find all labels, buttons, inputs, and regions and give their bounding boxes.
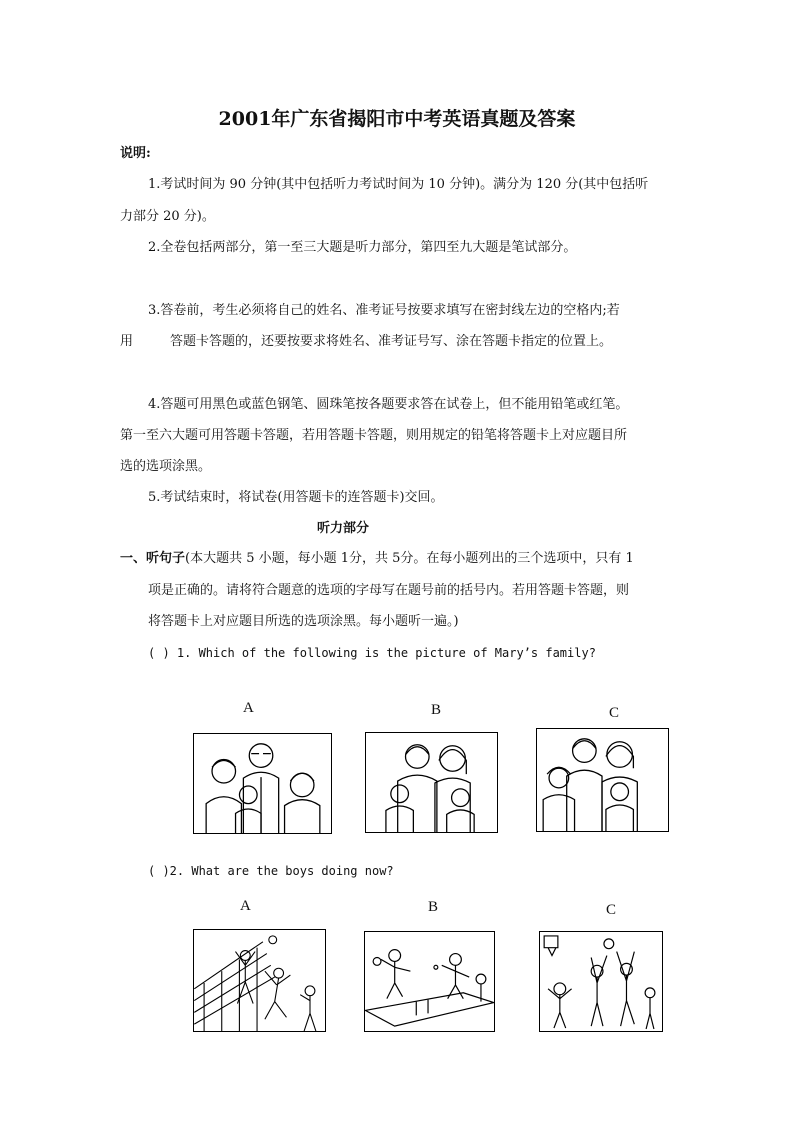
instruction-1-line-1: 1.考试时间为 90 分钟(其中包括听力考试时间为 10 分钟)。满分为 120 分(其中包括听 — [148, 177, 649, 192]
instruction-5: 5.考试结束时，将试卷(用答题卡的连答题卡)交回。 — [148, 490, 444, 505]
family-illustration-icon — [194, 734, 331, 833]
listening-heading: 听力部分 — [317, 521, 370, 536]
section-1-intro-line-2: 项是正确的。请将符合题意的选项的字母写在题号前的括号内。若用答题卡答题，则 — [148, 583, 630, 598]
q2-picture-b — [364, 931, 495, 1032]
instruction-1-line-2: 力部分 20 分)。 — [120, 209, 215, 224]
q1-picture-c — [536, 728, 669, 832]
q2-picture-a — [193, 929, 326, 1032]
instructions-heading: 说明: — [120, 146, 151, 161]
instruction-3-line-2: 答题卡答题的，还要按要求将姓名、准考证号写、涂在答题卡指定的位置上。 — [170, 334, 613, 349]
instruction-3-line-2-start: 用 — [120, 334, 134, 349]
instruction-4-line-1: 4.答题可用黑色或蓝色钢笔、圆珠笔按各题要求答在试卷上，但不能用铅笔或红笔。 — [148, 397, 629, 412]
section-1-intro-line-3: 将答题卡上对应题目所选的选项涂黑。每小题听一遍。) — [148, 614, 459, 629]
question-2: ( )2. What are the boys doing now? — [148, 864, 394, 878]
page-title: 2001年广东省揭阳市中考英语真题及答案 — [218, 108, 576, 130]
basketball-illustration-icon — [540, 932, 662, 1031]
q1-option-b-label: B — [431, 702, 442, 718]
question-1: ( ) 1. Which of the following is the picture of Mary’s family? — [148, 646, 596, 660]
q2-picture-c — [539, 931, 663, 1032]
q2-option-a-label: A — [240, 898, 251, 914]
family-illustration-icon — [366, 733, 497, 832]
q2-option-b-label: B — [428, 899, 439, 915]
section-1-title: 一、听句子 — [120, 551, 186, 566]
q1-option-a-label: A — [243, 700, 254, 716]
section-1-intro-line-1 — [120, 551, 634, 567]
section-1-intro-text: (本大题共 5 小题，每小题 1分，共 5分。在每小题列出的三个选项中，只有 1 — [185, 551, 634, 566]
volleyball-illustration-icon — [194, 930, 325, 1031]
table-tennis-illustration-icon — [365, 932, 494, 1031]
q1-option-c-label: C — [609, 705, 620, 721]
instruction-4-line-2: 第一至六大题可用答题卡答题，若用答题卡答题，则用规定的铅笔将答题卡上对应题目所 — [120, 428, 628, 443]
family-illustration-icon — [537, 729, 668, 831]
q1-picture-a — [193, 733, 332, 834]
q1-picture-b — [365, 732, 498, 833]
q2-option-c-label: C — [606, 902, 617, 918]
instruction-4-line-3: 选的选项涂黑。 — [120, 459, 212, 474]
instruction-3-line-1: 3.答卷前，考生必须将自己的姓名、准考证号按要求填写在密封线左边的空格内;若 — [148, 303, 620, 318]
instruction-2: 2.全卷包括两部分，第一至三大题是听力部分，第四至九大题是笔试部分。 — [148, 240, 577, 255]
